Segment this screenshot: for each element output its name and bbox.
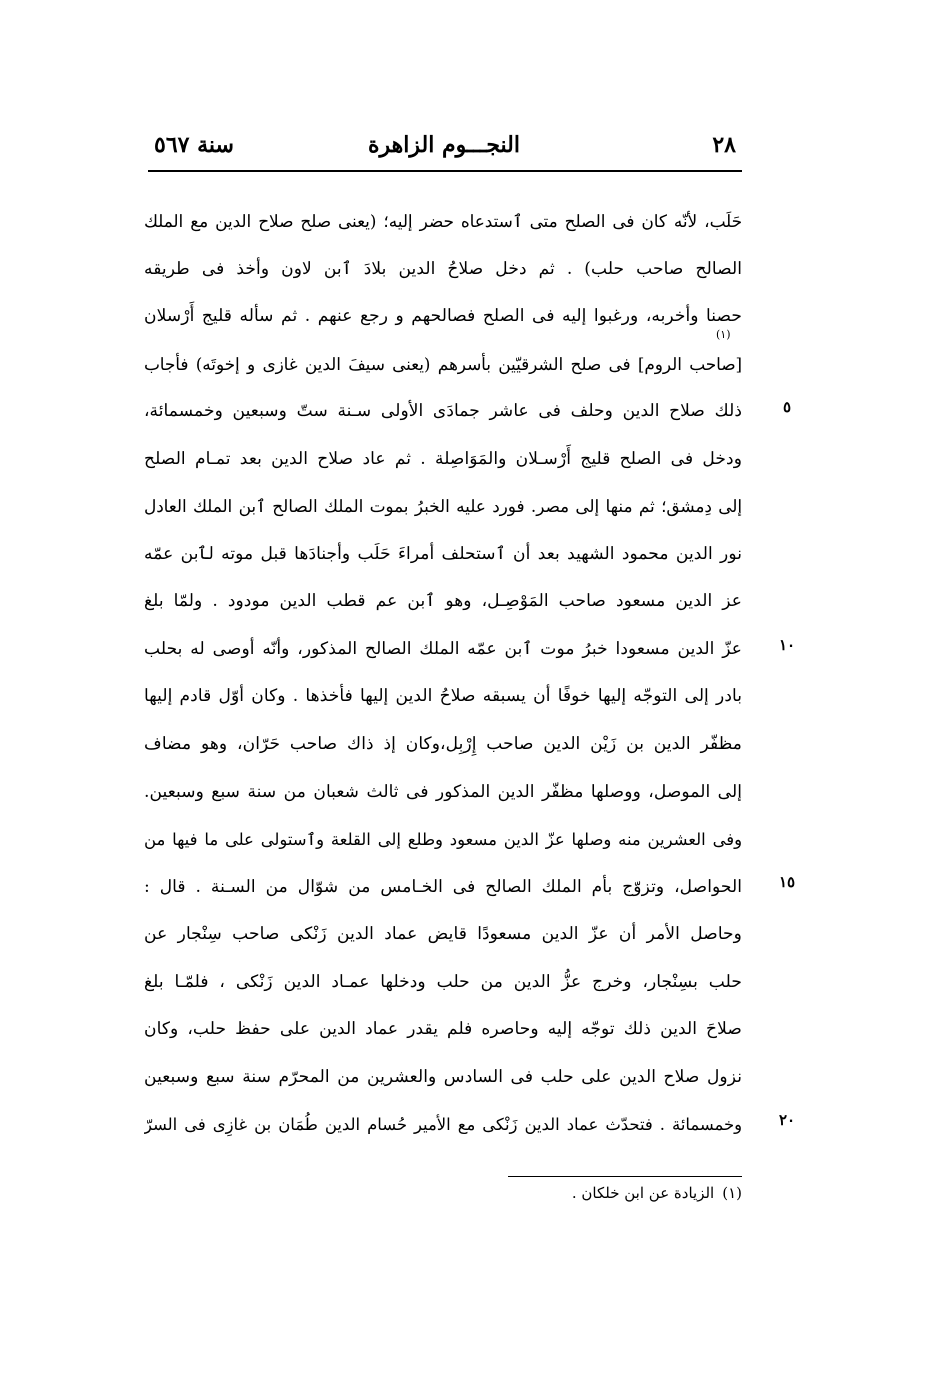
line-number-15: ١٥ [778,873,796,891]
footnote-separator [508,1176,742,1177]
text-line: ذلك صلاح الدين وحلف فى عاشر جمادَى الأولى سـنة ستّ وسبعين وخمسمائة، [144,401,742,422]
header-year: سنة ٥٦٧ [154,132,234,158]
text-line: إلى الموصل، ووصلها مظفّر الدين المذكور فى ثالث شعبان من سنة سبع وسبعين. [144,781,742,802]
text-line: نزول صلاح الدين على حلب فى السادس والعشرين من المحرّم سنة سبع وسبعين [144,1066,742,1087]
book-title: النجـــوم الزاهرة [368,132,520,158]
footnote-reference: (١) [716,328,731,341]
page-number: ٢٨ [712,132,736,158]
header-rule [148,170,742,172]
text-line: الحواصل، وتزوّج بأم الملك الصالح فى الخـامس من شوّال من السـنة . قال : [144,876,742,897]
line-number-20: ٢٠ [778,1111,796,1129]
text-line: وحاصل الأمر أن عزّ الدين مسعودًا قايض عماد الدين زَنْكى صاحب سِنْجار عن [144,924,742,945]
line-number-5: ٥ [782,398,792,416]
text-line: حلب بسِنْجار، وخرج عزُّ الدين من حلب ودخلها عمـاد الدين زَنْكى ، فلمّـا بلغ [144,971,742,992]
text-line: إلى دِمشق؛ ثم منها إلى مصر. فورد عليه الخبرُ بموت الملك الصالح ٱبن الملك العادل [144,496,742,517]
text-line: وخمسمائة . فتحدّث عماد الدين زَنْكى مع الأمير حُسام الدين طُمَان بن غازِى فى السرّ [144,1115,742,1135]
text-line: عزّ الدين مسعودا خبرُ موت ٱبن عمّه الملك الصالح المذكور، وأنّه أوصى له بحلب [144,638,742,659]
text-line: حَلَب، لأنّه كان فى الصلح متى ٱستدعاه حضر إليه؛ (يعنى صلح صلاح الدين مع الملك [144,211,742,231]
text-line: بادر إلى التوجّه إليها خوفًا أن يسبقه صلاحُ الدين إليها فأخذها . وكان أوّل قادم إليها [144,686,742,707]
text-line: مظفّر الدين بن زَيْن الدين صاحب إِرْبِل،وكان إذ ذاك صاحب حَرّان، وهو مضاف [144,734,742,755]
text-line: عز الدين مسعود صاحب المَوْصِـل، وهو ٱبن عم قطب الدين مودود . ولمّا بلغ [144,591,742,612]
running-header [148,128,740,168]
text-line: وفى العشرين منه وصلها عزّ الدين مسعود وطلع إلى القلعة وٱستولى على ما فيها من [144,830,742,850]
text-line: حصنا وأخربه، ورغبوا إليه فى الصلح فصالحهم و رجع عنهم . ثم سأله قليج أَرْسلان [144,306,742,327]
main-text [144,198,742,1149]
text-line: الصالح صاحب حلب) . ثم دخل صلاحُ الدين بلادَ ٱبن لاون وأخذ فى طريقه [144,258,742,279]
text-line: نور الدين محمود الشهيد بعد أن ٱستحلف أمراءَ حَلَب وأجنادَها قبل موته لٱبن عمّه [144,543,742,564]
footnote [572,1184,742,1202]
footnote-marker: (١) [722,1184,742,1202]
text-line: [صاحب الروم] فى صلح الشرقيّين بأسرهم (يعنى سيفَ الدين غازى و إخوتَه) فأجاب [144,353,742,374]
text-line: ودخل فى الصلح قليج أَرْسـلان والمَوَاصِلة . ثم عاد صلاح الدين بعد تمـام الصلح [144,448,742,469]
text-line: صلاحَ الدين ذلك توجّه إليه وحاصره فلم يقدر عماد الدين على حفظ حلب، وكان [144,1019,742,1040]
line-number-10: ١٠ [778,636,796,654]
footnote-text: الزيادة عن ابن خلكان . [571,1184,715,1202]
